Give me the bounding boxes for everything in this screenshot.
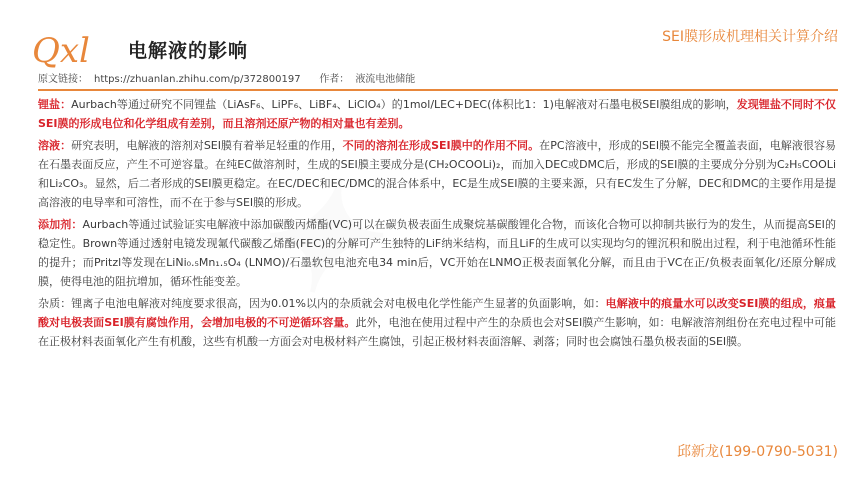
paragraph-impurity <box>38 294 836 351</box>
paragraph-solvent <box>38 136 836 212</box>
highlight-run: 发现锂盐不同时不仅SEI膜的形成电位和化学组成有差别，而且溶剂还原产物的相对量也有差别。 <box>38 98 837 130</box>
paragraph-lead: 溶液： <box>38 139 72 152</box>
text-run: 此外，电池在使用过程中产生的杂质也会对SEI膜产生影响，如：电解液溶剂组份在充电过程中可能在正极材料表面氧化产生有机酸，这些有机酸一方面会对电极材料产生腐蚀，引起正极材料表面溶解、剥落；同时也会腐蚀石墨负极表面的SEI膜。 <box>38 316 836 348</box>
source-url[interactable]: https://zhuanlan.zhihu.com/p/372800197 <box>94 74 301 85</box>
source-label: 原文链接： <box>38 74 88 85</box>
paragraph-lead: 锂盐： <box>38 98 72 111</box>
text-run: 研究表明，电解液的溶剂对SEI膜有着举足轻重的作用， <box>71 139 343 152</box>
footer-contact: 邱新龙(199-0790-5031) <box>676 444 838 460</box>
author-name: 液流电池储能 <box>355 74 416 85</box>
highlight-run: 电解液中的痕量水可以改变SEI膜的组成，痕量酸对电极表面SEI膜有腐蚀作用，会增加电极的不可逆循环容量。 <box>38 297 837 329</box>
text-run: 在PC溶液中，形成的SEI膜不能完全覆盖表面，电解液很容易在石墨表面反应，产生不可逆容量。在纯EC做溶剂时，生成的SEI膜主要成分是(CH₂OCOOLi)₂，而加入DEC或DMC后，形成的SEI膜的主要成分分别为C₂H₅COOLi 和Li₂CO₃。显然，后二者形成的SEI膜更稳定。在EC/DEC和EC/DMC的混合体系中，EC是生成SEI膜的主要来源，只有EC发生了分解，DEC和DMC的主要作用是提高溶液的电导率和可溶性，而不在于参与SEI膜的形成。 <box>38 139 836 209</box>
paragraph-additive <box>38 215 836 291</box>
watermark: ✦ <box>250 150 376 326</box>
qxl-logo <box>30 28 116 70</box>
paragraph-lithium-salt <box>38 95 836 133</box>
source-line <box>38 70 421 85</box>
author-label: 作者： <box>319 74 350 85</box>
header-divider <box>38 89 838 91</box>
text-run: Aurbach等通过试验证实电解液中添加碳酸丙烯酯(VC)可以在碳负极表面生成聚烷基碳酸锂化合物，而该化合物可以抑制共嵌行为的发生，从而提高SEI的稳定性。Brown等通过透射电镜发现氟代碳酸乙烯酯(FEC)的分解可产生独特的LiF纳米结构，而且LiF的生成可以实现均匀的锂沉积和脱出过程，利于电池循环性能的提升；而Pritzl等发现在LiNi₀.₅Mn₁.₅O₄ (LNMO)/石墨软包电池充电34 min后，VC开始在LNMO正极表面氧化分解，而且由于VC在正/负极表面氧化/还原分解成膜，使得电池的阻抗增加，循环性能变差。 <box>38 218 837 288</box>
text-run: Aurbach等通过研究不同锂盐（LiAsF₆、LiPF₆、LiBF₄、LiClO₄）的1mol/LEC+DEC(体积比1：1)电解液对石墨电极SEI膜组成的影响， <box>71 98 737 111</box>
highlight-run: 不同的溶剂在形成SEI膜中的作用不同。 <box>342 139 540 152</box>
paragraph-lead: 杂质： <box>38 297 72 310</box>
paragraph-lead: 添加剂： <box>38 218 83 231</box>
header-topic: SEI膜形成机理相关计算介绍 <box>662 29 838 45</box>
text-run: 锂离子电池电解液对纯度要求很高，因为0.01%以内的杂质就会对电极电化学性能产生显著的负面影响，如： <box>71 297 606 310</box>
page-title: 电解液的影响 <box>128 40 249 62</box>
logo-text: Qxl <box>32 31 90 70</box>
content-body <box>38 95 836 354</box>
